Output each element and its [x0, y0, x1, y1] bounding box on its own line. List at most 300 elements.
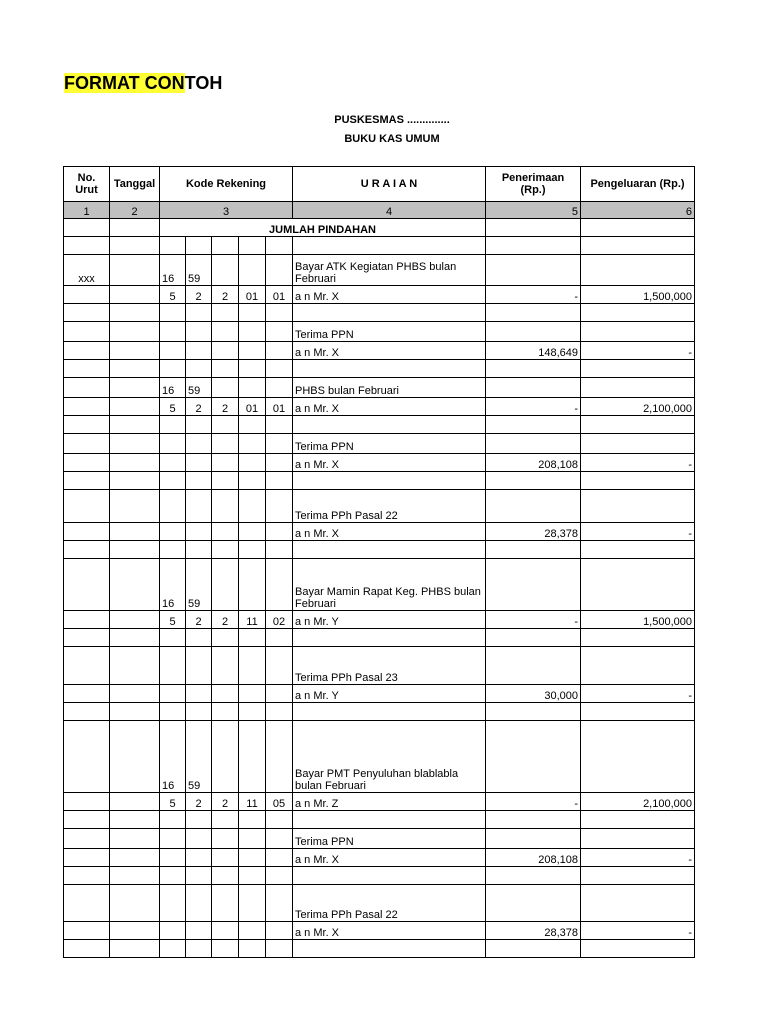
cell-pengeluaran [581, 434, 695, 454]
cell-tanggal [110, 237, 160, 255]
cell-pengeluaran [581, 490, 695, 523]
cell-no-urut [64, 416, 110, 434]
cell-penerimaan [486, 940, 581, 958]
cell-penerimaan: - [486, 398, 581, 416]
cell-kode-2 [186, 304, 212, 322]
table-row [64, 255, 695, 286]
cell-kode-4 [239, 811, 266, 829]
cell-kode-3 [212, 472, 239, 490]
cell-no-urut [64, 342, 110, 360]
cell-kode-5 [266, 811, 293, 829]
table-row [64, 342, 695, 360]
cell-kode-5 [266, 237, 293, 255]
cell-kode-2 [186, 342, 212, 360]
cell-tanggal [110, 378, 160, 398]
cell-kode-2 [186, 922, 212, 940]
cell-pengeluaran: 2,100,000 [581, 793, 695, 811]
cell-kode-3 [212, 490, 239, 523]
cell-kode-2: 2 [186, 286, 212, 304]
cell-pengeluaran: - [581, 454, 695, 472]
cell-no-urut: xxx [64, 255, 110, 286]
cell-kode-1 [160, 490, 186, 523]
col-number: 1 [64, 202, 110, 219]
cell-kode-4 [239, 559, 266, 611]
cell-uraian: a n Mr. X [293, 523, 486, 541]
cell-tanggal [110, 940, 160, 958]
cell-kode-5: 01 [266, 286, 293, 304]
cell-no-urut [64, 811, 110, 829]
cell-kode-2 [186, 541, 212, 559]
cell-uraian: Terima PPN [293, 829, 486, 849]
cell-kode-4 [239, 378, 266, 398]
cell-no-urut [64, 490, 110, 523]
table-row [64, 629, 695, 647]
cell-uraian [293, 940, 486, 958]
cell-tanggal [110, 721, 160, 793]
col-header-no-urut: No. Urut [64, 167, 110, 202]
cell-uraian [293, 867, 486, 885]
table-row [64, 885, 695, 922]
cell-kode-3 [212, 342, 239, 360]
col-header-pengeluaran: Pengeluaran (Rp.) [581, 167, 695, 202]
table-row [64, 849, 695, 867]
table-cell [110, 219, 160, 237]
table-row [64, 237, 695, 255]
cell-kode-3 [212, 541, 239, 559]
cell-uraian: a n Mr. X [293, 454, 486, 472]
col-header-kode-rekening: Kode Rekening [160, 167, 293, 202]
cell-uraian: a n Mr. X [293, 849, 486, 867]
cell-pengeluaran [581, 885, 695, 922]
cell-uraian: Bayar Mamin Rapat Keg. PHBS bulan Februari [293, 559, 486, 611]
cell-no-urut [64, 629, 110, 647]
cell-tanggal [110, 360, 160, 378]
cell-penerimaan [486, 434, 581, 454]
cell-pengeluaran [581, 304, 695, 322]
cell-kode-4 [239, 490, 266, 523]
cell-kode-5 [266, 867, 293, 885]
cell-pengeluaran [581, 940, 695, 958]
cell-kode-1: 5 [160, 398, 186, 416]
cell-penerimaan [486, 703, 581, 721]
cell-tanggal [110, 829, 160, 849]
cell-tanggal [110, 922, 160, 940]
cell-kode-5 [266, 360, 293, 378]
cell-no-urut [64, 721, 110, 793]
table-row [64, 434, 695, 454]
cell-kode-1 [160, 454, 186, 472]
cell-kode-2: 59 [186, 559, 212, 611]
cell-no-urut [64, 322, 110, 342]
cell-penerimaan [486, 416, 581, 434]
cell-kode-4 [239, 721, 266, 793]
cell-tanggal [110, 647, 160, 685]
cell-uraian [293, 541, 486, 559]
cell-kode-2 [186, 940, 212, 958]
cell-kode-3 [212, 304, 239, 322]
cell-kode-4 [239, 342, 266, 360]
cell-kode-4: 11 [239, 611, 266, 629]
cell-penerimaan [486, 237, 581, 255]
cell-kode-3 [212, 849, 239, 867]
cell-kode-2 [186, 360, 212, 378]
cell-kode-2: 2 [186, 611, 212, 629]
cell-kode-4 [239, 922, 266, 940]
table-row [64, 922, 695, 940]
table-row [64, 611, 695, 629]
cell-no-urut [64, 237, 110, 255]
table-row [64, 378, 695, 398]
cell-kode-4: 01 [239, 286, 266, 304]
cell-pengeluaran: 1,500,000 [581, 611, 695, 629]
cell-pengeluaran [581, 322, 695, 342]
cell-uraian: a n Mr. Y [293, 685, 486, 703]
cell-kode-4 [239, 523, 266, 541]
cell-tanggal [110, 685, 160, 703]
cell-tanggal [110, 434, 160, 454]
cell-penerimaan [486, 304, 581, 322]
title-highlight: FORMAT CON [64, 73, 185, 93]
cell-kode-2 [186, 685, 212, 703]
cell-kode-3 [212, 885, 239, 922]
cell-pengeluaran [581, 255, 695, 286]
cell-uraian: Terima PPh Pasal 23 [293, 647, 486, 685]
cell-uraian: a n Mr. X [293, 922, 486, 940]
cell-pengeluaran: 2,100,000 [581, 398, 695, 416]
ledger-table [63, 166, 695, 958]
cell-no-urut [64, 472, 110, 490]
cell-penerimaan: - [486, 286, 581, 304]
cell-tanggal [110, 454, 160, 472]
cell-uraian [293, 629, 486, 647]
cell-kode-1 [160, 849, 186, 867]
puskesmas-label: PUSKESMAS .............. [334, 114, 450, 126]
cell-tanggal [110, 342, 160, 360]
cell-tanggal [110, 849, 160, 867]
table-row [64, 721, 695, 793]
cell-kode-1: 5 [160, 611, 186, 629]
cell-penerimaan: 208,108 [486, 849, 581, 867]
table-row [64, 286, 695, 304]
column-number-row [64, 202, 695, 219]
cell-penerimaan: - [486, 793, 581, 811]
cell-kode-1 [160, 867, 186, 885]
cell-kode-5 [266, 472, 293, 490]
cell-penerimaan [486, 811, 581, 829]
cell-penerimaan [486, 559, 581, 611]
cell-kode-5 [266, 647, 293, 685]
cell-kode-2: 2 [186, 793, 212, 811]
table-row [64, 811, 695, 829]
table-row [64, 647, 695, 685]
cell-penerimaan: 148,649 [486, 342, 581, 360]
cell-penerimaan: - [486, 611, 581, 629]
cell-kode-3: 2 [212, 398, 239, 416]
cell-kode-1 [160, 472, 186, 490]
cell-kode-5 [266, 922, 293, 940]
cell-penerimaan [486, 829, 581, 849]
col-number: 5 [486, 202, 581, 219]
cell-kode-1 [160, 523, 186, 541]
cell-tanggal [110, 541, 160, 559]
cell-pengeluaran: - [581, 849, 695, 867]
cell-kode-4 [239, 685, 266, 703]
cell-kode-2 [186, 237, 212, 255]
cell-uraian [293, 360, 486, 378]
cell-uraian: Terima PPh Pasal 22 [293, 885, 486, 922]
cell-kode-5 [266, 685, 293, 703]
cell-no-urut [64, 940, 110, 958]
cell-penerimaan [486, 490, 581, 523]
cell-penerimaan [486, 378, 581, 398]
table-row [64, 559, 695, 611]
cell-no-urut [64, 523, 110, 541]
cell-kode-4 [239, 322, 266, 342]
cell-kode-3 [212, 829, 239, 849]
cell-kode-2 [186, 434, 212, 454]
cell-pengeluaran [581, 647, 695, 685]
pindahan-label: JUMLAH PINDAHAN [160, 219, 486, 237]
cell-pengeluaran [581, 867, 695, 885]
cell-uraian: Terima PPN [293, 322, 486, 342]
cell-uraian [293, 416, 486, 434]
cell-kode-2 [186, 322, 212, 342]
cell-kode-3 [212, 703, 239, 721]
cell-uraian: Bayar ATK Kegiatan PHBS bulan Februari [293, 255, 486, 286]
cell-no-urut [64, 286, 110, 304]
cell-tanggal [110, 885, 160, 922]
cell-pengeluaran: - [581, 523, 695, 541]
cell-kode-1 [160, 237, 186, 255]
cell-no-urut [64, 647, 110, 685]
cell-kode-5 [266, 304, 293, 322]
cell-penerimaan: 28,378 [486, 922, 581, 940]
cell-kode-5: 02 [266, 611, 293, 629]
cell-kode-3 [212, 255, 239, 286]
cell-no-urut [64, 703, 110, 721]
cell-tanggal [110, 793, 160, 811]
cell-kode-4 [239, 255, 266, 286]
col-number: 3 [160, 202, 293, 219]
cell-kode-1 [160, 434, 186, 454]
cell-kode-4 [239, 434, 266, 454]
cell-uraian: a n Mr. X [293, 398, 486, 416]
cell-kode-5 [266, 721, 293, 793]
cell-uraian [293, 703, 486, 721]
col-header-uraian: U R A I A N [293, 167, 486, 202]
cell-kode-1: 5 [160, 793, 186, 811]
cell-no-urut [64, 829, 110, 849]
cell-kode-4: 11 [239, 793, 266, 811]
cell-kode-2: 2 [186, 398, 212, 416]
cell-kode-1: 16 [160, 559, 186, 611]
table-row [64, 523, 695, 541]
cell-tanggal [110, 286, 160, 304]
cell-tanggal [110, 490, 160, 523]
cell-kode-5 [266, 559, 293, 611]
cell-no-urut [64, 378, 110, 398]
cell-kode-3 [212, 360, 239, 378]
cell-pengeluaran [581, 378, 695, 398]
cell-no-urut [64, 541, 110, 559]
document-subtitle: BUKU KAS UMUM [344, 133, 440, 145]
column-header-row [64, 167, 695, 202]
cell-kode-5 [266, 454, 293, 472]
cell-penerimaan [486, 867, 581, 885]
cell-kode-5 [266, 829, 293, 849]
col-number: 2 [110, 202, 160, 219]
cell-no-urut [64, 885, 110, 922]
pindahan-row [64, 219, 695, 237]
cell-kode-3: 2 [212, 611, 239, 629]
cell-no-urut [64, 454, 110, 472]
cell-penerimaan [486, 360, 581, 378]
col-number: 4 [293, 202, 486, 219]
table-row [64, 304, 695, 322]
cell-kode-5 [266, 885, 293, 922]
cell-penerimaan: 208,108 [486, 454, 581, 472]
cell-tanggal [110, 523, 160, 541]
cell-tanggal [110, 304, 160, 322]
cell-kode-4 [239, 237, 266, 255]
cell-kode-5 [266, 940, 293, 958]
table-row [64, 793, 695, 811]
cell-kode-5 [266, 416, 293, 434]
cell-pengeluaran [581, 472, 695, 490]
cell-kode-4 [239, 629, 266, 647]
cell-pengeluaran: - [581, 342, 695, 360]
cell-kode-1 [160, 829, 186, 849]
table-row [64, 541, 695, 559]
cell-kode-2 [186, 867, 212, 885]
cell-kode-2 [186, 454, 212, 472]
cell-uraian: a n Mr. X [293, 342, 486, 360]
cell-kode-3 [212, 940, 239, 958]
cell-kode-1 [160, 322, 186, 342]
cell-kode-3 [212, 434, 239, 454]
cell-kode-1 [160, 703, 186, 721]
table-row [64, 940, 695, 958]
cell-kode-3: 2 [212, 286, 239, 304]
cell-kode-1: 5 [160, 286, 186, 304]
cell-kode-2: 59 [186, 378, 212, 398]
cell-kode-2 [186, 490, 212, 523]
cell-no-urut [64, 685, 110, 703]
cell-kode-3 [212, 416, 239, 434]
cell-kode-5 [266, 849, 293, 867]
cell-kode-4 [239, 885, 266, 922]
cell-tanggal [110, 629, 160, 647]
cell-kode-3 [212, 922, 239, 940]
table-cell [581, 219, 695, 237]
cell-no-urut [64, 867, 110, 885]
cell-pengeluaran [581, 629, 695, 647]
cell-kode-2 [186, 849, 212, 867]
table-row [64, 454, 695, 472]
cell-penerimaan [486, 541, 581, 559]
cell-uraian [293, 304, 486, 322]
cell-kode-3 [212, 629, 239, 647]
cell-penerimaan [486, 721, 581, 793]
cell-kode-1 [160, 647, 186, 685]
cell-kode-1: 16 [160, 721, 186, 793]
cell-kode-1 [160, 885, 186, 922]
cell-uraian: PHBS bulan Februari [293, 378, 486, 398]
cell-no-urut [64, 398, 110, 416]
cell-kode-2 [186, 703, 212, 721]
cell-pengeluaran [581, 541, 695, 559]
table-row [64, 416, 695, 434]
cell-kode-3 [212, 454, 239, 472]
cell-kode-5 [266, 541, 293, 559]
cell-pengeluaran [581, 703, 695, 721]
col-number: 6 [581, 202, 695, 219]
cell-kode-3 [212, 867, 239, 885]
cell-no-urut [64, 849, 110, 867]
cell-pengeluaran [581, 237, 695, 255]
cell-pengeluaran [581, 829, 695, 849]
cell-kode-4 [239, 940, 266, 958]
cell-kode-3 [212, 721, 239, 793]
cell-kode-3 [212, 559, 239, 611]
cell-pengeluaran [581, 559, 695, 611]
cell-uraian: a n Mr. X [293, 286, 486, 304]
cell-tanggal [110, 811, 160, 829]
cell-kode-1 [160, 304, 186, 322]
table-row [64, 398, 695, 416]
cell-kode-2 [186, 416, 212, 434]
cell-pengeluaran [581, 360, 695, 378]
cell-penerimaan [486, 322, 581, 342]
cell-kode-5 [266, 322, 293, 342]
cell-kode-4 [239, 867, 266, 885]
cell-kode-4: 01 [239, 398, 266, 416]
cell-kode-4 [239, 304, 266, 322]
cell-kode-5 [266, 523, 293, 541]
cell-tanggal [110, 703, 160, 721]
cell-penerimaan: 28,378 [486, 523, 581, 541]
cell-no-urut [64, 304, 110, 322]
cell-kode-5 [266, 629, 293, 647]
cell-kode-4 [239, 454, 266, 472]
cell-kode-4 [239, 541, 266, 559]
cell-kode-4 [239, 829, 266, 849]
cell-tanggal [110, 611, 160, 629]
table-row [64, 829, 695, 849]
cell-kode-5 [266, 490, 293, 523]
cell-tanggal [110, 416, 160, 434]
page-title [64, 70, 222, 97]
cell-kode-4 [239, 849, 266, 867]
cell-kode-1 [160, 940, 186, 958]
cell-uraian: Terima PPh Pasal 22 [293, 490, 486, 523]
table-row [64, 322, 695, 342]
cell-uraian: Bayar PMT Penyuluhan blablabla bulan Februari [293, 721, 486, 793]
cell-pengeluaran [581, 721, 695, 793]
cell-kode-3 [212, 523, 239, 541]
cell-kode-2 [186, 811, 212, 829]
table-cell [64, 219, 110, 237]
cell-penerimaan [486, 647, 581, 685]
cell-kode-4 [239, 703, 266, 721]
cell-no-urut [64, 559, 110, 611]
cell-uraian [293, 237, 486, 255]
table-row [64, 867, 695, 885]
cell-kode-1: 16 [160, 378, 186, 398]
cell-kode-3: 2 [212, 793, 239, 811]
cell-kode-2: 59 [186, 255, 212, 286]
table-row [64, 703, 695, 721]
